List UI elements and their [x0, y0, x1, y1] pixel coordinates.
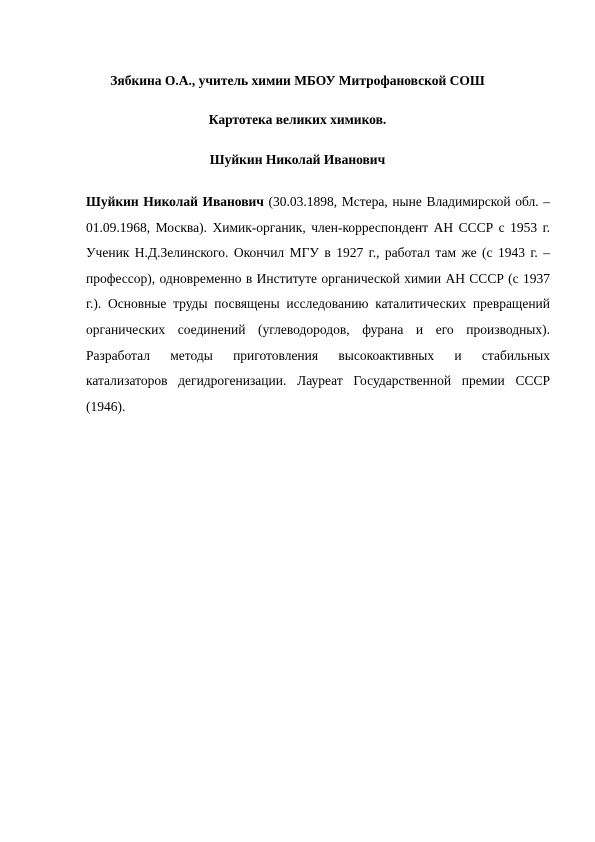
chemist-name-heading: Шуйкин Николай Иванович — [209, 152, 386, 167]
author-line: Зябкина О.А., учитель химии МБОУ Митрофановской СОШ — [110, 73, 485, 88]
biography-paragraph — [86, 189, 550, 419]
biography-text: (30.03.1898, Мстера, ныне Владимирской обл. – 01.09.1968, Москва). Химик-органик, член-корреспондент АН СССР с 1953 г. Ученик Н.Д.Зелинского. Окончил МГУ в 1927 г., работал там же (с 1943 г. – профессор), одновременно в Институте органической химии АН СССР (с 1937 г.). Основные труды посвящены исследованию каталитических превращений органических соединений (углеводородов, фурана и его производных). Разработал методы приготовления высокоактивных и стабильных катализаторов дегидрогенизации. Лауреат Государственной премии СССР (1946). — [86, 194, 550, 414]
document-title: Картотека великих химиков. — [208, 112, 387, 127]
biography-lead-name: Шуйкин Николай Иванович — [86, 194, 264, 209]
